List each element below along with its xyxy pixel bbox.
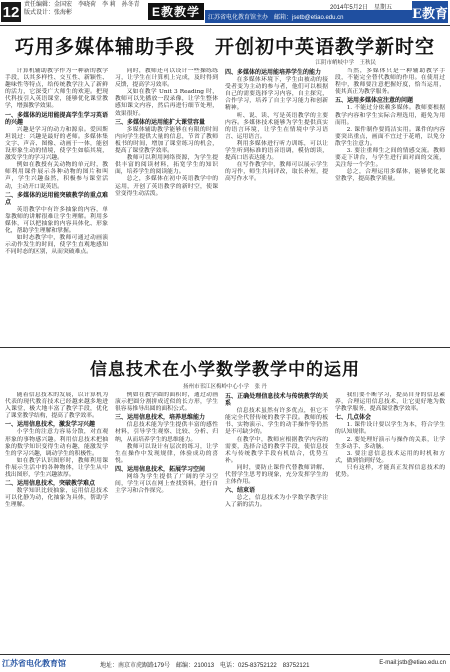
body-paragraph: 数学知识比较抽象，运用信息技术可以化静为动，化抽象为具体，帮助学生理解。: [5, 488, 108, 509]
body-paragraph: 例如在教学圆的面积时，通过动画演示把圆分割拼成近似的长方形，学生很容易推导出圆的面积公式。: [115, 392, 218, 413]
body-paragraph: 计算机辅助教学作为一种新的教学手段，以其多样性、交互性、新颖性、趣味性等特点，给传统教学注入了新鲜的活力，它深受广大师生的欢迎。把现代科技引入英语课堂，能够优化课堂教学，增强教学效果。: [5, 68, 108, 110]
article-1-column-3: [225, 68, 328, 342]
body-paragraph: 2. 要处理好演示与操作的关系，让学生多动手、多动脑。: [335, 436, 445, 450]
page-footer: [0, 656, 450, 672]
body-paragraph: 信息技术能为学生提供丰富的感性材料，引导学生观察、比较、分析、归纳，从而培养学生的思维能力。: [115, 422, 218, 443]
article-2-column-4: [335, 392, 445, 650]
section-heading: 五、运用多媒体应注意的问题: [335, 97, 414, 105]
body-paragraph: 随着信息技术的发展，以计算机为代表的现代教育技术已经越来越多地进入课堂，极大地丰富了教学手段，优化了课堂教学结构，提高了教学效率。: [5, 392, 108, 420]
body-paragraph: 小学生的注意力容易分散，对直观形象的事物感兴趣。利用信息技术把抽象的数学知识变得生动有趣，能激发学生的学习兴趣，调动学生的积极性。: [5, 429, 108, 457]
section-heading: 二、运用信息技术，突破教学难点: [5, 480, 96, 488]
article-2-title: 信息技术在小学数学教学中的运用: [90, 360, 360, 380]
body-paragraph: 同时，教师还可以设计一些操练练习，让学生在计算机上完成，及时得到反馈，提高学习效率。: [115, 68, 218, 89]
body-paragraph: 教师可以设计有层次的练习，让学生在操作中发现规律，体验成功的喜悦。: [115, 443, 218, 464]
body-paragraph: 总之，合理运用多媒体，能够优化课堂教学，提高教学质量。: [335, 169, 445, 183]
issue-date: 2014年5月2日 星期五: [330, 5, 393, 11]
section-heading: 三、运用信息技术，培养思维能力: [115, 414, 206, 422]
body-paragraph: 在多媒体环境下，学生由被动的接受者变为主动的参与者，他们可以根据自己的需要选择学习内容，自主探究，合作学习，培养了自主学习能力和创新精神。: [225, 77, 328, 112]
article-2-column-2: [115, 392, 218, 650]
article-1-column-4: [335, 68, 445, 342]
editor-line-1: 责任编辑：金国宏 李晓荷 李 莉 孙冬青: [24, 2, 140, 8]
section-heading: 二、多媒体的运用能突破教学的重点难点: [5, 191, 108, 206]
body-paragraph: 总之，信息技术为小学数学教学注入了新的活力。: [225, 495, 328, 509]
article-2-column-1: [5, 392, 108, 650]
editor-line-2: 版式设计：张海彬: [24, 9, 73, 16]
body-paragraph: 又如在教学 Unit 3 Reading 时，教师可以先播放一段录像，让学生整体感知课文内容，然后再进行细节处理，效果很好。: [115, 89, 218, 117]
body-paragraph: 网络为学生提供了广阔的学习空间，学生可以在网上查找资料，进行自主学习和合作探究。: [115, 474, 218, 495]
masthead-logo: E教育: [412, 1, 448, 23]
body-paragraph: 如在教学认识图形时，教师利用课件展示生活中的各种物体，让学生从中找出图形，学生兴趣浓厚。: [5, 457, 108, 479]
body-paragraph: 例如在教授有关动物的单元时，教师利用课件展示各种动物的图片和叫声，学生兴趣盎然，积极参与课堂活动，主动开口说英语。: [5, 162, 108, 190]
section-heading: 四、运用信息技术，拓展学习空间: [115, 465, 206, 473]
editor-info: [24, 2, 140, 17]
body-paragraph: 总之，多媒体在初中英语教学中的运用，开创了英语教学的新时空，使课堂变得生动活泼。: [115, 176, 218, 197]
body-paragraph: 信息技术虽然有许多优点，但它不能完全代替传统的教学手段。教师的板书、实物演示、学生的动手操作等仍然是不可缺少的。: [225, 408, 328, 436]
body-paragraph: 1. 不能过分依赖多媒体。教师要根据教学内容和学生实际合理选用，避免为用而用。: [335, 105, 445, 126]
article-1-author: 江阴市峭岐中学 王秋民: [315, 60, 376, 66]
body-paragraph: 利用多媒体进行听力训练，可以让学生听到标准的语音语调，模仿朗读，提高口语表达能力。: [225, 140, 328, 162]
section-heading: 四、多媒体的运用能培养学生的能力: [225, 69, 322, 76]
body-paragraph: 1. 课件设计要以学生为本，符合学生的认知规律。: [335, 422, 445, 436]
footer-publisher: 江苏省电化教育馆: [2, 659, 66, 668]
footer-email: E-mail:jstb@etiao.edu.cn: [379, 660, 446, 666]
body-paragraph: 兴趣是学习的动力和源泉。爱因斯坦说过：兴趣是最好的老师。多媒体集文字、声音、图像、动画于一体，能创设形象生动的情境，使学生如临其境，激发学生的学习兴趣。: [5, 126, 108, 162]
body-paragraph: 同时，要防止课件代替教师讲解、代替学生思考的现象，充分发挥学生的主体作用。: [225, 464, 328, 486]
body-paragraph: 英语教学中有许多抽象的内容，单靠教师的讲解很难让学生理解。利用多媒体，可以把抽象的内容具体化、形象化，帮助学生理解和掌握。: [5, 206, 108, 235]
body-paragraph: 我们要不断学习，提高自身的信息素养，合理运用信息技术，让它更好地为数学教学服务，提高课堂教学效率。: [335, 392, 445, 413]
article-1-title: 巧用多媒体辅助手段 开创初中英语教学新时空: [14, 36, 435, 58]
body-paragraph: 教师可以利用网络资源，为学生提供丰富的阅读材料，拓宽学生的知识面，培养学生的阅读能力。: [115, 155, 218, 176]
header-divider: [0, 25, 450, 26]
section-heading: 一、多媒体的运用能提高学生学习英语的兴趣: [5, 111, 108, 126]
section-label: E教教学: [148, 3, 204, 20]
footer-contact: 地址：南京市虎踞路179号 邮编：210013 电话：025-83752122 83752121: [100, 663, 310, 669]
section-heading: 一、运用信息技术，激发学习兴趣: [5, 421, 96, 429]
section-heading: 三、多媒体的运用能扩大课堂容量: [115, 118, 206, 126]
article-2-column-3: [225, 392, 328, 650]
article-1-column-1: [5, 68, 108, 342]
body-paragraph: 只有这样，才能真正发挥信息技术的优势。: [335, 464, 445, 479]
body-paragraph: 当然，多媒体只是一种辅助教学手段，不能完全替代教师的作用。在使用过程中，教师要注意把握好度，恰当运用，使其真正为教学服务。: [335, 68, 445, 96]
body-paragraph: 如时态教学中，教师可通过动画演示动作发生的时间，使学生直观地感知不同时态的区别，从而突破难点。: [5, 235, 108, 256]
article-1-column-2: [115, 68, 218, 342]
section-heading: 六、结束语: [225, 487, 256, 495]
body-paragraph: 3. 要注重师生之间的情感交流。教师要走下讲台，与学生进行面对面的交流，关注每一个学生。: [335, 148, 445, 169]
body-paragraph: 在教学中，教师应根据教学内容的需要，选择合适的教学手段，使信息技术与传统教学手段有机结合，优势互补。: [225, 436, 328, 464]
section-heading: 五、正确处理信息技术与传统教学的关系: [225, 393, 328, 408]
body-paragraph: 3. 要注意信息技术运用的时机和方式，做到恰到好处。: [335, 450, 445, 464]
body-paragraph: 听、说、读、写是英语教学的主要内容。多媒体技术能够为学生提供真实的语言环境，让学生在情境中学习语言、运用语言。: [225, 112, 328, 140]
body-paragraph: 在写作教学中，教师可以展示学生的习作，师生共同评改，取长补短，提高写作水平。: [225, 162, 328, 183]
page-header: [0, 0, 450, 26]
section-heading: 七、几点体会: [335, 414, 372, 422]
body-paragraph: 多媒体辅助教学能够在有限的时间内向学生提供大量的信息，节省了教师板书的时间，增加了课堂练习的机会，提高了课堂教学效率。: [115, 126, 218, 155]
body-paragraph: 2. 课件制作要简洁实用。课件的内容要突出重点，画面不宜过于花哨，以免分散学生注意力。: [335, 126, 445, 147]
page-number: 12: [2, 3, 20, 21]
article-2-author: 扬州市邗江区梅岭中心小学 张 丹: [182, 384, 268, 390]
article-divider: [0, 347, 450, 348]
header-blue-bar-text: 江苏省电化教育馆主办 邮箱：jsetb@etiao.edu.cn: [208, 15, 344, 21]
footer-divider: [0, 654, 450, 655]
